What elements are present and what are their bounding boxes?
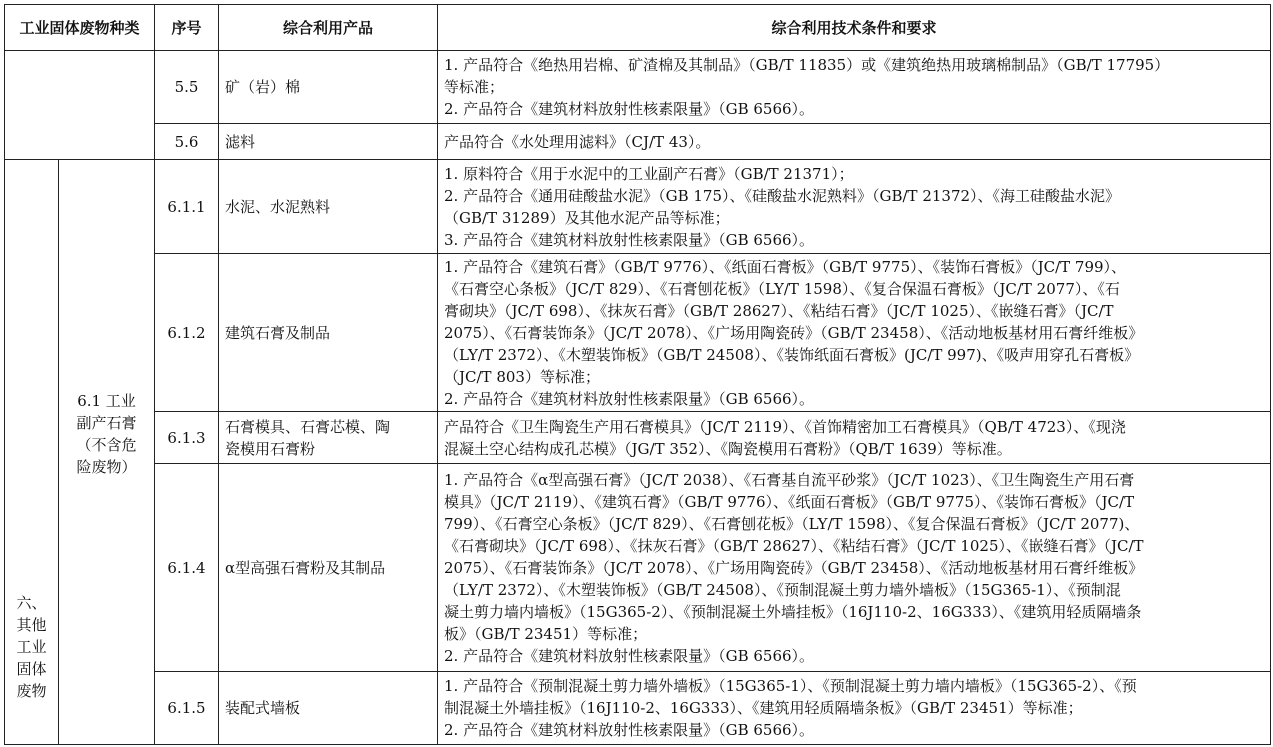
table-row [5, 464, 1271, 672]
requirements-cell: 产品符合《水处理用滤料》（CJ/T 43）。 [438, 124, 1271, 160]
seq-cell: 6.1.3 [155, 412, 219, 464]
product-cell: 石膏模具、石膏芯模、陶 瓷模用石膏粉 [219, 412, 438, 464]
product-cell: 装配式墙板 [219, 672, 438, 745]
standards-table [4, 4, 1271, 745]
category-other-industrial-solid-waste: 六、 其他 工业 固体 废物 [5, 160, 59, 745]
table-row [5, 672, 1271, 745]
product-cell: 滤料 [219, 124, 438, 160]
product-cell: 矿（岩）棉 [219, 51, 438, 124]
header-category: 工业固体废物种类 [5, 5, 155, 51]
product-cell: 建筑石膏及制品 [219, 254, 438, 412]
table-row [5, 51, 1271, 124]
seq-cell: 6.1.4 [155, 464, 219, 672]
product-cell: 水泥、水泥熟料 [219, 160, 438, 254]
product-cell: α型高强石膏粉及其制品 [219, 464, 438, 672]
subcategory-industrial-gypsum: 6.1 工业 副产石膏 （不含危 险废物） [59, 160, 155, 745]
requirements-cell: 1. 原料符合《用于水泥中的工业副产石膏》（GB/T 21371）； 2. 产品符合《通用硅酸盐水泥》（GB 175）、《硅酸盐水泥熟料》（GB/T 21372）、《海工硅酸盐水泥》 （GB/T 31289）及其他水泥产品等标准； 3. 产品符合《建筑材料放射性核素限量》（GB 6566）。 [438, 160, 1271, 254]
requirements-cell: 1. 产品符合《绝热用岩棉、矿渣棉及其制品》（GB/T 11835）或《建筑绝热用玻璃棉制品》（GB/T 17795） 等标准； 2. 产品符合《建筑材料放射性核素限量》（GB 6566）。 [438, 51, 1271, 124]
header-requirements: 综合利用技术条件和要求 [438, 5, 1271, 51]
header-product: 综合利用产品 [219, 5, 438, 51]
requirements-cell: 产品符合《卫生陶瓷生产用石膏模具》（JC/T 2119）、《首饰精密加工石膏模具》（QB/T 4723）、《现浇 混凝土空心结构成孔芯模》（JG/T 352）、《陶瓷模用石膏粉》（QB/T 1639）等标准。 [438, 412, 1271, 464]
requirements-cell: 1. 产品符合《建筑石膏》（GB/T 9776）、《纸面石膏板》（GB/T 9775）、《装饰石膏板》（JC/T 799）、 《石膏空心条板》（JC/T 829）、《石膏刨花板》（LY/T 1598）、《复合保温石膏板》（JC/T 2077）、《石 膏砌块》（JC/T 698）、《抹灰石膏》（GB/T 28627）、《粘结石膏》（JC/T 1025）、《嵌缝石膏》（JC/T 2075）、《石膏装饰条》（JC/T 2078）、《广场用陶瓷砖》（GB/T 23458）、《活动地板基材用石膏纤维板》 （LY/T 2372）、《木塑装饰板》（GB/T 24508）、《装饰纸面石膏板》(JC/T 997)、《吸声用穿孔石膏板》 （JC/T 803）等标准； 2. 产品符合《建筑材料放射性核素限量》（GB 6566）。 [438, 254, 1271, 412]
seq-cell: 6.1.5 [155, 672, 219, 745]
table-row [5, 160, 1271, 254]
seq-cell: 5.6 [155, 124, 219, 160]
seq-cell: 6.1.1 [155, 160, 219, 254]
seq-cell: 6.1.2 [155, 254, 219, 412]
table-row [5, 254, 1271, 412]
header-row [5, 5, 1271, 51]
requirements-cell: 1. 产品符合《预制混凝土剪力墙外墙板》（15G365-1）、《预制混凝土剪力墙内墙板》（15G365-2）、《预 制混凝土外墙挂板》（16J110-2、16G333）、《建筑用轻质隔墙条板》（GB/T 23451）等标准； 2. 产品符合《建筑材料放射性核素限量》（GB 6566）。 [438, 672, 1271, 745]
seq-cell: 5.5 [155, 51, 219, 124]
table-row [5, 412, 1271, 464]
category-cell-empty [5, 51, 155, 160]
table-row [5, 124, 1271, 160]
header-seq: 序号 [155, 5, 219, 51]
requirements-cell: 1. 产品符合《α型高强石膏》（JC/T 2038）、《石膏基自流平砂浆》（JC/T 1023）、《卫生陶瓷生产用石膏 模具》（JC/T 2119）、《建筑石膏》（GB/T 9776）、《纸面石膏板》（GB/T 9775）、《装饰石膏板》（JC/T 799）、《石膏空心条板》（JC/T 829）、《石膏刨花板》（LY/T 1598）、《复合保温石膏板》（JC/T 2077)、 《石膏砌块》（JC/T 698）、《抹灰石膏》（GB/T 28627）、《粘结石膏》（JC/T 1025）、《嵌缝石膏》（JC/T 2075）、《石膏装饰条》（JC/T 2078）、《广场用陶瓷砖》（GB/T 23458）、《活动地板基材用石膏纤维板》 （LY/T 2372）、《木塑装饰板》（GB/T 24508）、《预制混凝土剪力墙外墙板》（15G365-1）、《预制混 凝土剪力墙内墙板》（15G365-2）、《预制混凝土外墙挂板》（16J110-2、16G333）、《建筑用轻质隔墙条 板》（GB/T 23451）等标准； 2. 产品符合《建筑材料放射性核素限量》（GB 6566）。 [438, 464, 1271, 672]
